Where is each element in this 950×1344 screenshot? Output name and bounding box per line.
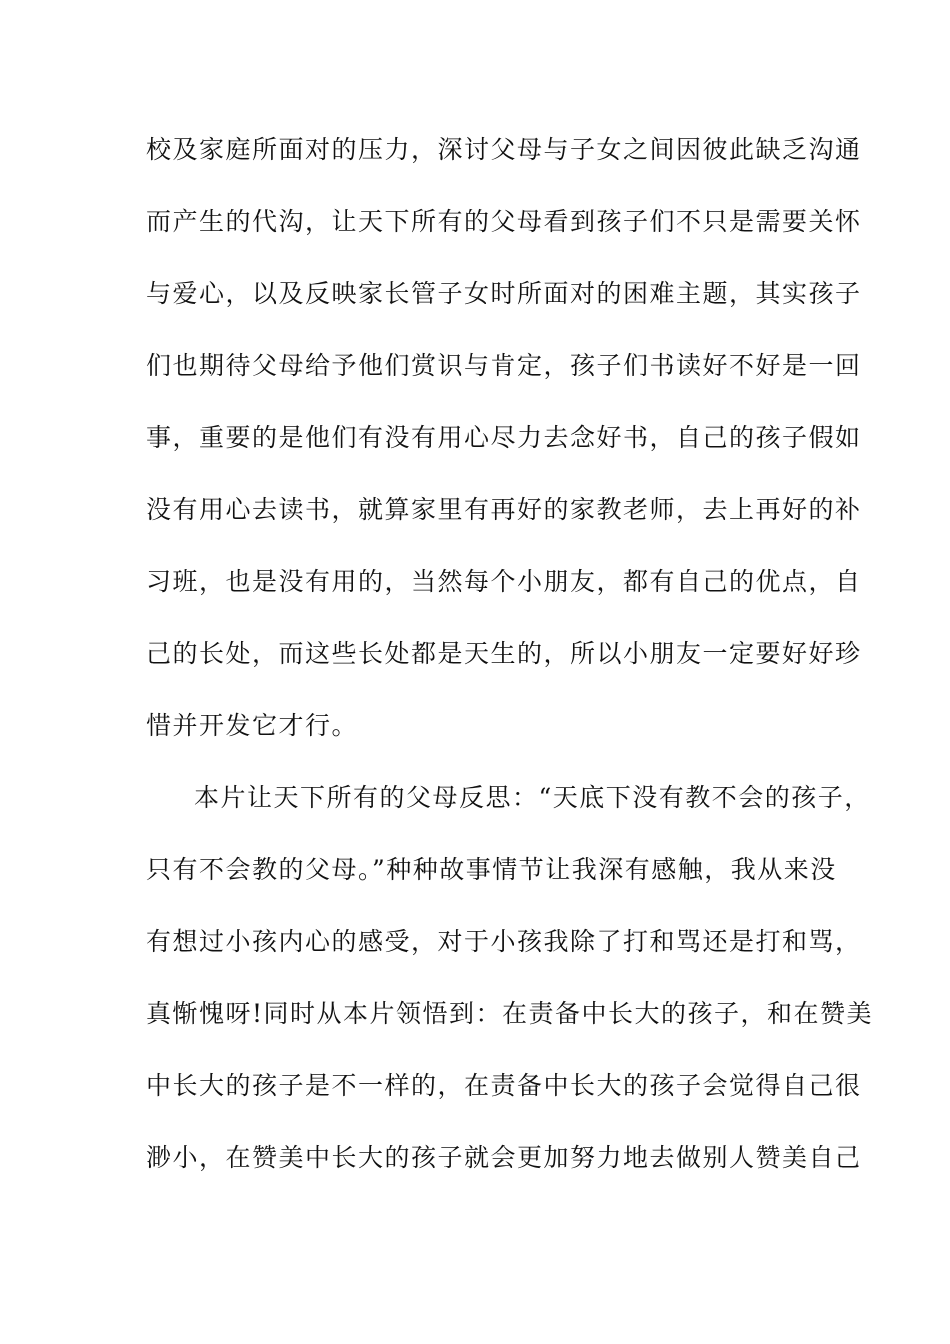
paragraph-2 bbox=[146, 772, 874, 1204]
text-line: 渺小，在赞美中长大的孩子就会更加努力地去做别人赞美自己 bbox=[146, 1143, 862, 1172]
text-line: 而产生的代沟，让天下所有的父母看到孩子们不只是需要关怀 bbox=[146, 207, 862, 236]
text-line: 没有用心去读书，就算家里有再好的家教老师，去上再好的补 bbox=[146, 495, 862, 524]
text-line: 真惭愧呀!同时从本片领悟到：在责备中长大的孩子，和在赞美 bbox=[146, 999, 874, 1028]
text-line: 中长大的孩子是不一样的，在责备中长大的孩子会觉得自己很 bbox=[146, 1071, 862, 1100]
text-line: 有想过小孩内心的感受，对于小孩我除了打和骂还是打和骂， bbox=[146, 927, 862, 956]
text-line: 事，重要的是他们有没有用心尽力去念好书，自己的孩子假如 bbox=[146, 423, 862, 452]
text-line: 己的长处，而这些长处都是天生的，所以小朋友一定要好好珍 bbox=[146, 639, 862, 668]
text-line: 本片让天下所有的父母反思：“天底下没有教不会的孩子， bbox=[194, 783, 871, 812]
text-line: 校及家庭所面对的压力，深讨父母与子女之间因彼此缺乏沟通 bbox=[146, 135, 862, 164]
text-line: 惜并开发它才行。 bbox=[146, 711, 359, 740]
document-body bbox=[146, 124, 874, 1204]
text-line: 们也期待父母给予他们赏识与肯定，孩子们书读好不好是一回 bbox=[146, 351, 862, 380]
text-line: 与爱心，以及反映家长管子女时所面对的困难主题，其实孩子 bbox=[146, 279, 862, 308]
paragraph-1 bbox=[146, 124, 862, 772]
text-line: 习班，也是没有用的，当然每个小朋友，都有自己的优点，自 bbox=[146, 567, 862, 596]
text-line: 只有不会教的父母。”种种故事情节让我深有感触，我从来没 bbox=[146, 855, 837, 884]
